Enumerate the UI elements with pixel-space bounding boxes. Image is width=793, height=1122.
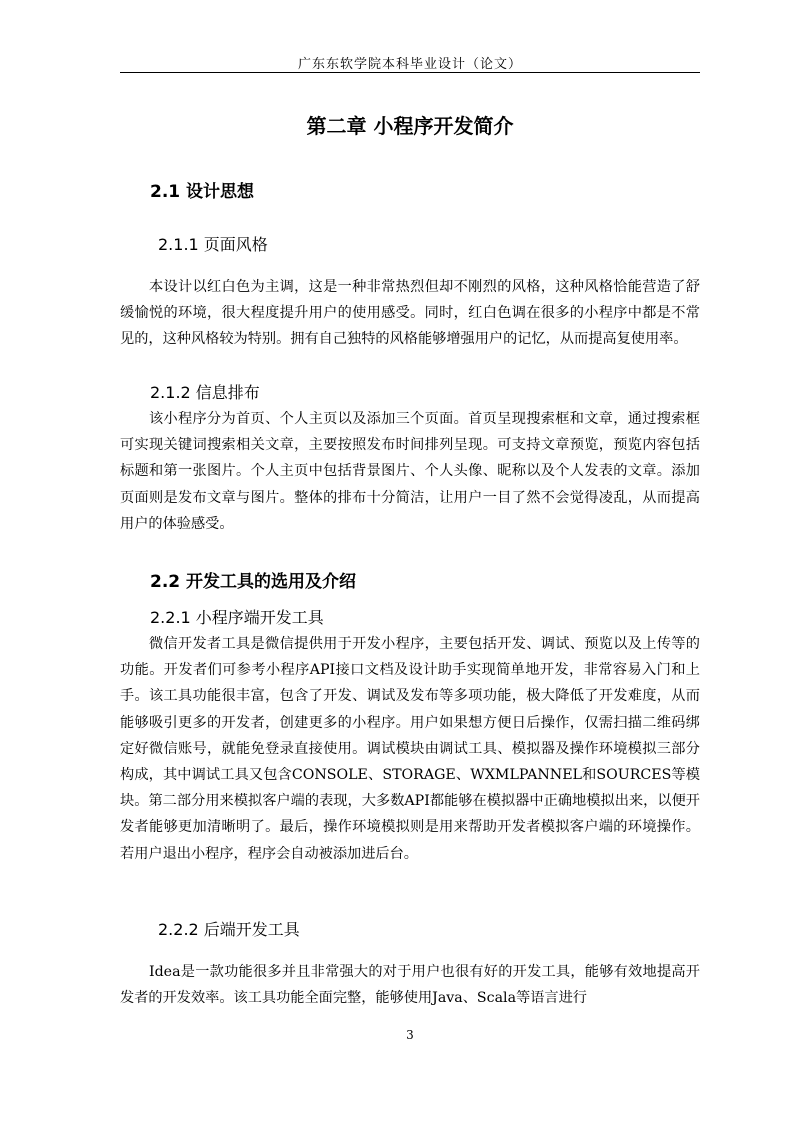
running-header: 广东东软学院本科毕业设计（论文） — [297, 57, 522, 72]
chapter-title: 第二章 小程序开发简介 — [306, 114, 514, 138]
subsection-heading-2-2-2: 2.2.2 后端开发工具 — [158, 920, 300, 939]
subsection-heading-2-1-1: 2.1.1 页面风格 — [158, 235, 268, 254]
subsection-heading-2-2-1: 2.2.1 小程序端开发工具 — [150, 608, 324, 627]
paragraph-2-2-1: 微信开发者工具是微信提供用于开发小程序，主要包括开发、调试、预览以及上传等的功能。开发者们可参考小程序API接口文档及设计助手实现简单地开发，非常容易入门和上手。该工具功能很丰富，包含了开发、调试及发布等多项功能，极大降低了开发难度，从而能够吸引更多的开发者，创建更多的小程序。用户如果想方便日后操作，仅需扫描二维码绑定好微信账号，就能免登录直接使用。调试模块由调试工具、模拟器及操作环境模拟三部分构成，其中调试工具又包含CONSOLE、STORAGE、WXMLPANNEL和SOURCES等模块。第二部分用来模拟客户端的表现，大多数API都能够在模拟器中正确地模拟出来，以便开发者能够更加清晰明了。最后，操作环境模拟则是用来帮助开发者模拟客户端的环境操作。若用户退出小程序，程序会自动被添加进后台。 — [120, 636, 700, 862]
paragraph-2-2-2: Idea是一款功能很多并且非常强大的对于用户也很有好的开发工具，能够有效地提高开发者的开发效率。该工具功能全面完整，能够使用Java、Scala等语言进行 — [120, 964, 700, 1007]
subsection-heading-2-1-2: 2.1.2 信息排布 — [150, 383, 260, 402]
header-rule — [120, 72, 700, 73]
paragraph-2-1-1: 本设计以红白色为主调，这是一种非常热烈但却不刚烈的风格，这种风格恰能营造了舒缓愉悦的环境，很大程度提升用户的使用感受。同时，红白色调在很多的小程序中都是不常见的，这种风格较为特别。拥有自己独特的风格能够增强用户的记忆，从而提高复使用率。 — [120, 279, 700, 348]
page-number: 3 — [406, 1028, 414, 1042]
section-heading-2-2: 2.2 开发工具的选用及介绍 — [150, 572, 357, 592]
paragraph-2-1-2: 该小程序分为首页、个人主页以及添加三个页面。首页呈现搜索框和文章，通过搜索框可实现关键词搜索相关文章，主要按照发布时间排列呈现。可支持文章预览，预览内容包括标题和第一张图片。个人主页中包括背景图片、个人头像、昵称以及个人发表的文章。添加页面则是发布文章与图片。整体的排布十分简洁，让用户一目了然不会觉得凌乱，从而提高用户的体验感受。 — [120, 411, 700, 532]
section-heading-2-1: 2.1 设计思想 — [150, 182, 255, 202]
